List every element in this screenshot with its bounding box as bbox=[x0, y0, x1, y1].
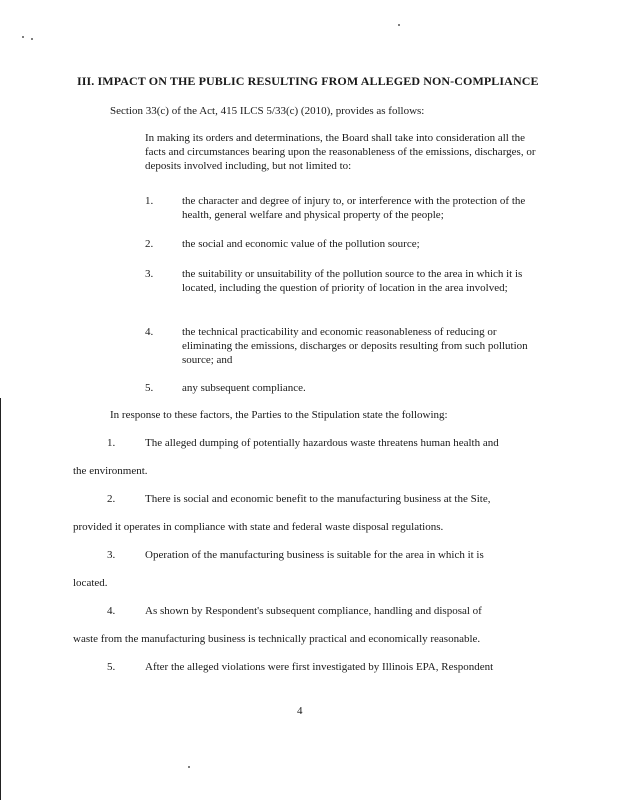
section-heading: III. IMPACT ON THE PUBLIC RESULTING FROM ALLEGED NON-COMPLIANCE bbox=[77, 74, 539, 88]
statute-quote: In making its orders and determinations, the Board shall take into consideration all the facts and circumstances bearing upon the reasonableness of the emissions, discharges, or deposits involved including, but not limited to: bbox=[145, 132, 536, 172]
response-line: As shown by Respondent's subsequent compliance, handling and disposal of bbox=[145, 605, 482, 617]
scan-edge-line bbox=[0, 398, 1, 800]
response-number: 2. bbox=[107, 493, 116, 505]
scan-speck bbox=[31, 38, 33, 40]
response-line: After the alleged violations were first investigated by Illinois EPA, Respondent bbox=[145, 661, 494, 673]
factor-text: any subsequent compliance. bbox=[182, 382, 306, 394]
response-line: Operation of the manufacturing business is suitable for the area in which it is bbox=[145, 549, 484, 561]
factor-number: 1. bbox=[145, 195, 154, 207]
response-number: 1. bbox=[107, 437, 116, 449]
response-line: There is social and economic benefit to the manufacturing business at the Site, bbox=[145, 493, 491, 505]
response-line: The alleged dumping of potentially hazardous waste threatens human health and bbox=[145, 437, 499, 449]
response-number: 5. bbox=[107, 661, 116, 673]
factor-text: the social and economic value of the pollution source; bbox=[182, 238, 420, 250]
response-line: the environment. bbox=[73, 465, 148, 477]
page-number: 4 bbox=[297, 705, 303, 717]
response-line: provided it operates in compliance with state and federal waste disposal regulations. bbox=[73, 521, 444, 533]
response-line: located. bbox=[73, 577, 108, 589]
response-number: 3. bbox=[107, 549, 116, 561]
response-intro: In response to these factors, the Parties to the Stipulation state the following: bbox=[110, 409, 448, 421]
scan-speck bbox=[398, 24, 400, 26]
response-number: 4. bbox=[107, 605, 116, 617]
factor-text: the technical practicability and economic reasonableness of reducing or eliminating the emissions, discharges or deposits resulting from such pollution source; and bbox=[182, 326, 528, 366]
intro-paragraph: Section 33(c) of the Act, 415 ILCS 5/33(c) (2010), provides as follows: bbox=[110, 105, 425, 117]
scan-speck bbox=[22, 36, 24, 38]
factor-number: 2. bbox=[145, 238, 154, 250]
factor-number: 4. bbox=[145, 326, 154, 338]
factor-text: the suitability or unsuitability of the pollution source to the area in which it is located, including the question of priority of location in the area involved; bbox=[182, 268, 523, 294]
factor-text: the character and degree of injury to, or interference with the protection of the health, general welfare and physical property of the people; bbox=[182, 195, 526, 221]
factor-number: 5. bbox=[145, 382, 154, 394]
factor-number: 3. bbox=[145, 268, 154, 280]
response-line: waste from the manufacturing business is technically practical and economically reasonable. bbox=[73, 633, 481, 645]
scan-speck bbox=[188, 766, 190, 768]
